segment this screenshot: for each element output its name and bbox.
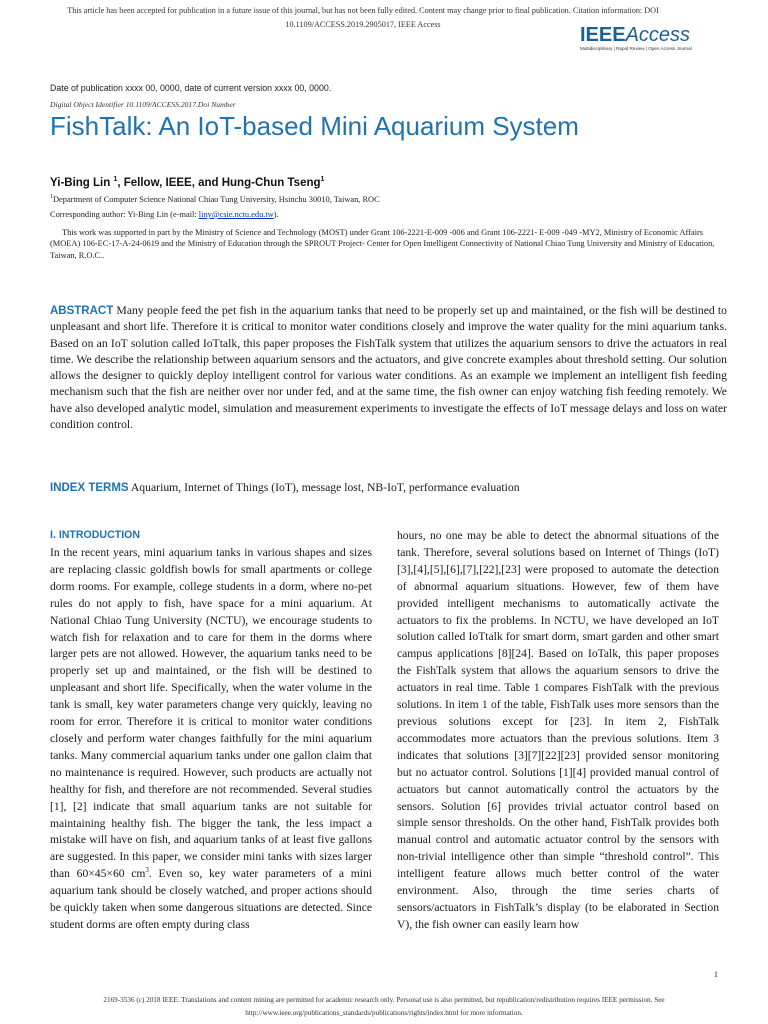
page-number: 1	[713, 970, 718, 979]
abstract-label: ABSTRACT	[50, 305, 114, 317]
funding-note: This work was supported in part by the Ministry of Science and Technology (MOST) under Grant 106-2221-E-009 -006 and Grant 106-2221- E-009 -049 -MY2, Ministry of Economic Affairs (MOEA) 106-EC-17-A-24-0619 and the Ministry of Education through the SPROUT Project- Center for Open Intelligent Connectivity of National Chiao Tung University and Ministry of Education, Taiwan, R.O.C..	[50, 228, 715, 260]
corresponding-email-link[interactable]: liny@csie.nctu.edu.tw	[198, 210, 274, 219]
corresponding-author	[50, 210, 279, 219]
doi-identifier: Digital Object Identifier 10.1109/ACCESS.2017.Doi Number	[50, 100, 236, 109]
publication-date: Date of publication xxxx 00, 0000, date of current version xxxx 00, 0000.	[50, 83, 332, 93]
index-terms-label: INDEX TERMS	[50, 482, 129, 494]
affiliation-text: Department of Computer Science National Chiao Tung University, Hsinchu 30010, Taiwan, ROC	[53, 194, 380, 204]
intro-left-column	[50, 545, 372, 934]
affiliation-mark: 1	[50, 194, 53, 200]
author-affil-mark-2: 1	[320, 176, 325, 183]
logo-access-text: Access	[625, 24, 691, 46]
banner-line-1: This article has been accepted for publication in a future issue of this journal, but has not been fully edited. Content may change prior to final publication. Citation information: DOI	[67, 6, 659, 15]
author-affil-mark-1: 1	[113, 176, 118, 183]
abstract-text: Many people feed the pet fish in the aquarium tanks that need to be properly set up and maintained, or the fish will be destined to unpleasant and short life. Therefore it is critical to monitor water conditions closely and improve the water quality for the mini aquarium tanks. Based on an IoT solution called IoTtalk, this paper proposes the FishTalk system that utilizes the aquarium sensors to drive the actuators in real time. We describe the relationship between aquarium sensors and the actuators, and give concrete examples about threshold setting. Our solution allows the designer to quickly deploy intelligent control for various water conditions. As an example we implement an intelligent fish feeding mechanism such that the fish are neither over nor under fed, and at the same time, the fish owner can enjoy watching fish feeding remotely. We have also developed analytic model, simulation and measurement experiments to investigate the effects of IoT message delays and loss on water condition control.	[50, 304, 727, 432]
logo-wordmark	[580, 24, 730, 46]
intro-right-column: hours, no one may be able to detect the abnormal situations of the tank. Therefore, several solutions based on Internet of Things (IoT) [3],[4],[5],[6],[7],[22],[23] were proposed to automate the detection of abnormal aquarium situations. However, few of them have provided intelligent mechanisms to automatically activate the actuators to fix the problems. In NCTU, we have developed an IoT solution called IoTtalk for smart dorm, smart garden and other smart campus applications [8][24]. Based on IoTalk, this paper proposes the FishTalk system that allows the aquarium sensors to drive the actuators in real time. Table 1 compares FishTalk with the previous solutions. In item 1 of the table, FishTalk uses more sensors than the previous solutions except for [23]. In item 2, FishTalk accommodates more actuators than the previous solutions. Item 3 indicates that solutions [3][7][22][23] provided sensor monitoring but no actuator control. Solutions [1][4] provided manual control of actuators but cannot automatically control the actuators by the sensors. Solution [6] provides trivial actuator control based on simple sensor thresholds. On the other hand, FishTalk provides both manual control and automatic actuator control by the sensors with non-trivial intelligence other than simple “threshold control”. This intelligent feature allows much better control of the water environment. Also, through the time series charts of sensors/actuators in FishTalk’s display (to be elaborated in Section V), the fish owner can easily learn how	[397, 529, 719, 931]
index-terms-text: Aquarium, Internet of Things (IoT), message lost, NB-IoT, performance evaluation	[128, 481, 520, 494]
intro-left-text-a: In the recent years, mini aquarium tanks in various shapes and sizes are replacing classic goldfish bowls for small apartments or college dorm rooms. For example, college students in a dorm, where no-pet rules do not apply to fish, have space for a mini aquarium. At National Chiao Tung University (NCTU), we encourage students to watch fish for relaxation and to care for them in the dorms where larger pets are not allowed. However, the aquarium tanks need to be properly set up and maintained, or the fish will be destined to unpleasant and short life. Specifically, when the water volume in the tank is small, key water parameters change very quickly, leaving no room for error. Therefore it is critical to monitor water conditions closely and perform water changes faithfully for the mini aquarium tanks. Many commercial aquarium tanks under one gallon claim that no maintenance is required. However, such products are actually not healthy for fish, and therefore are not recommended. Several studies [1], [2] indicate that small aquarium tanks are not suitable for maintaining healthy fish. The bigger the tank, the less impact a mistake will have on fish, and aquarium tanks of at least five gallons are suggested. In this paper, we consider mini tanks with sizes larger than 60×45×60 cm	[50, 546, 372, 881]
logo-ieee-text: IEEE	[580, 24, 626, 46]
paper-title: FishTalk: An IoT-based Mini Aquarium System	[50, 111, 579, 141]
abstract	[50, 303, 727, 433]
intro-left-superscript: 3	[145, 866, 149, 875]
affiliation	[50, 194, 380, 204]
logo-tagline: Multidisciplinary | Rapid Review | Open Access Journal	[580, 46, 692, 51]
banner-line-2: 10.1109/ACCESS.2019.2905017, IEEE Access	[285, 20, 441, 29]
ieee-access-logo	[580, 24, 730, 52]
copyright-footer	[20, 994, 748, 1020]
author-list	[50, 176, 324, 189]
author-name-2: , Fellow, IEEE, and Hung-Chun Tseng	[117, 176, 321, 189]
footer-line-2: http://www.ieee.org/publications_standards/publications/rights/index.html for more information.	[245, 1009, 523, 1017]
index-terms	[50, 480, 727, 496]
corresponding-suffix: ).	[273, 210, 279, 219]
author-name-1: Yi-Bing Lin	[50, 176, 114, 189]
corresponding-prefix: Corresponding author: Yi-Bing Lin (e-mail:	[50, 210, 199, 219]
section-heading-introduction: I. INTRODUCTION	[50, 529, 141, 541]
footer-line-1: 2169-3536 (c) 2018 IEEE. Translations and content mining are permitted for academic research only. Personal use is also permitted, but republication/redistribution requires IEEE permission. See	[103, 996, 665, 1004]
intro-left-text-b: . Even so, key water parameters of a mini aquarium tank should be closely watched, and proper actions should be quickly taken when some dangerous situations are detected. Since student dorms are often empty during class	[50, 867, 372, 931]
